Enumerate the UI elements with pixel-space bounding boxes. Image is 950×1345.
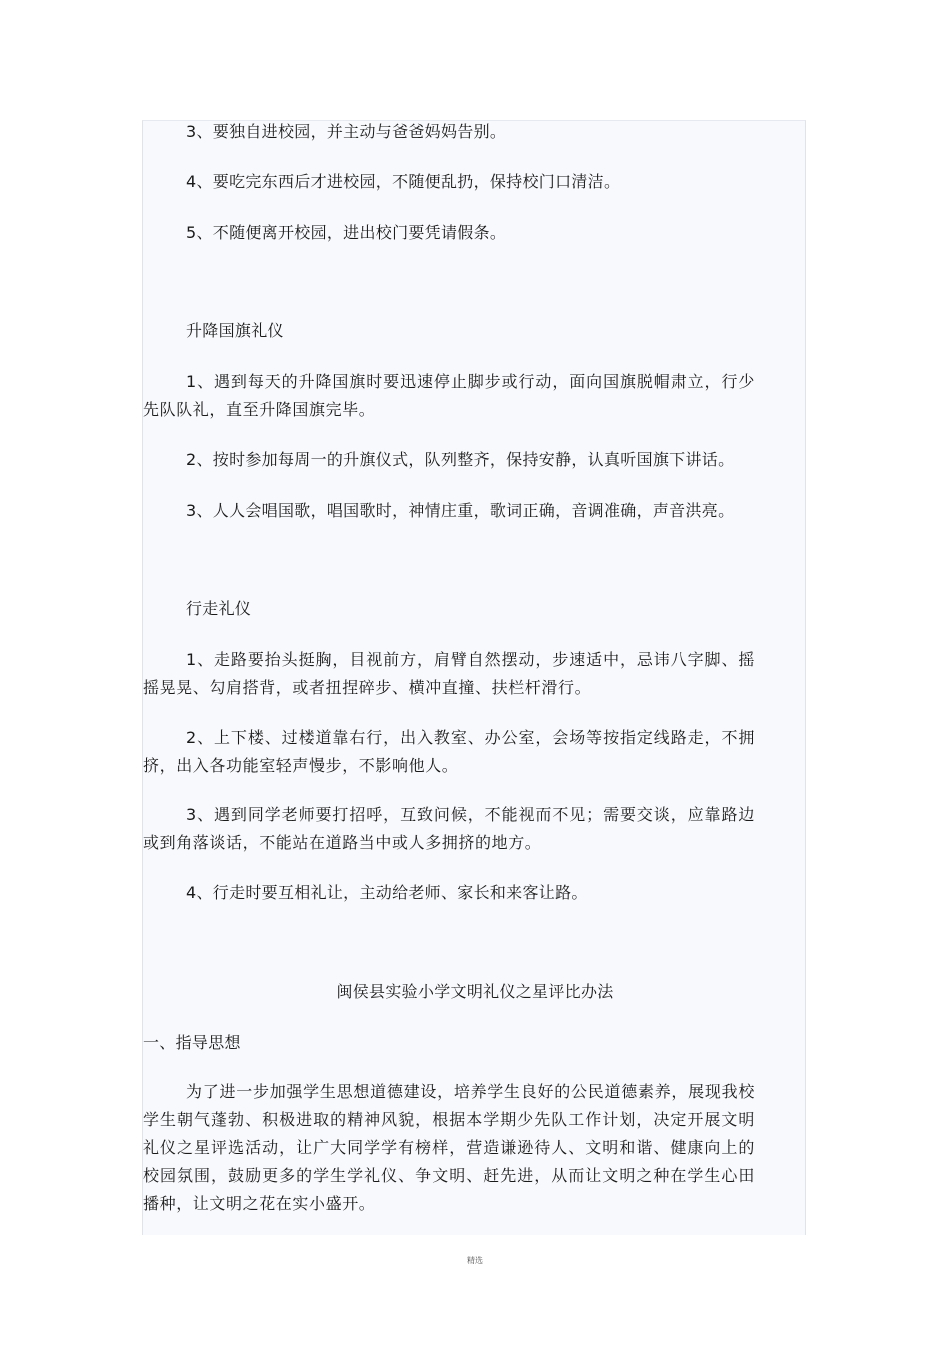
rule-item-3: 3、要独自进校园，并主动与爸爸妈妈告别。 [186,122,507,141]
walking-item-3: 3、遇到同学老师要打招呼，互致问候，不能视而不见；需要交谈，应靠路边或到角落谈话，不能站在道路当中或人多拥挤的地方。 [143,805,755,852]
flag-item-3: 3、人人会唱国歌，唱国歌时，神情庄重，歌词正确，音调准确，声音洪亮。 [186,501,735,520]
flag-item-1: 1、遇到每天的升降国旗时要迅速停止脚步或行动，面向国旗脱帽肃立，行少先队队礼，直至升降国旗完毕。 [143,372,755,419]
walking-item-4: 4、行走时要互相礼让，主动给老师、家长和来客让路。 [186,883,588,902]
guiding-ideology-paragraph: 为了进一步加强学生思想道德建设，培养学生良好的公民道德素养，展现我校学生朝气蓬勃、积极进取的精神风貌，根据本学期少先队工作计划，决定开展文明礼仪之星评选活动，让广大同学学有榜样，营造谦逊待人、文明和谐、健康向上的校园氛围，鼓励更多的学生学礼仪、争文明、赶先进，从而让文明之种在学生心田播种，让文明之花在实小盛开。 [143,1082,755,1213]
rule-item-5: 5、不随便离开校园，进出校门要凭请假条。 [186,223,507,242]
flag-item-2: 2、按时参加每周一的升旗仪式，队列整齐，保持安静，认真听国旗下讲话。 [186,450,735,469]
walking-section-heading: 行走礼仪 [186,599,252,618]
guiding-ideology-heading: 一、指导思想 [143,1033,241,1052]
flag-section-heading: 升降国旗礼仪 [186,321,284,340]
rule-item-4: 4、要吃完东西后才进校园，不随便乱扔，保持校门口清洁。 [186,172,621,191]
walking-item-1: 1、走路要抬头挺胸，目视前方，肩臂自然摆动，步速适中，忌讳八字脚、摇摇晃晃、勾肩搭背，或者扭捏碎步、横冲直撞、扶栏杆滑行。 [143,650,755,697]
award-title: 闽侯县实验小学文明礼仪之星评比办法 [336,982,614,1001]
page-footer: 精选 [467,1256,483,1265]
walking-item-2: 2、上下楼、过楼道靠右行，出入教室、办公室，会场等按指定线路走，不拥挤，出入各功能室轻声慢步，不影响他人。 [143,728,755,775]
